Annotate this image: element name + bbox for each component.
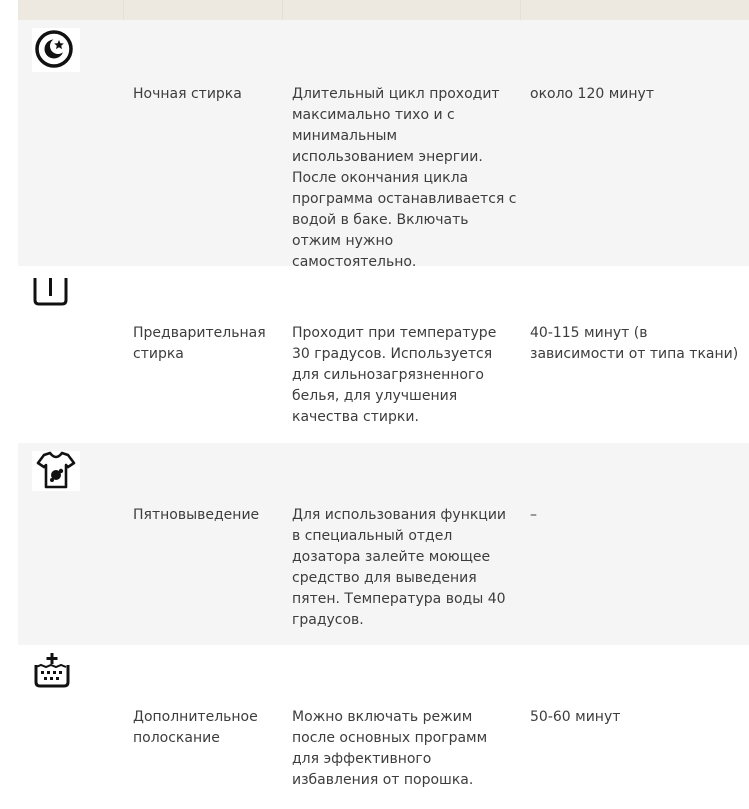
- header-separator: [123, 0, 124, 20]
- mode-description: Для использования функции в специальный отдел дозатора залейте моющее средство для выведения пятен. Температура воды 40 градусов.: [292, 507, 507, 628]
- table-row: [18, 20, 749, 270]
- mode-description: Проходит при температуре 30 градусов. Используется для сильнозагрязненного белья, для улучшения качества стирки.: [292, 325, 497, 425]
- table-row: [18, 645, 749, 809]
- header-separator: [520, 0, 521, 20]
- mode-description: Длительный цикл проходит максимально тихо и с минимальным использованием энергии. После окончания цикла программа останавливается с водой в баке. Включать отжим нужно самостоятельно.: [292, 86, 517, 270]
- table-row: [18, 266, 749, 443]
- mode-name: Предварительная стирка: [133, 325, 266, 362]
- table-row: [18, 443, 749, 645]
- mode-name: Дополнительное полоскание: [133, 709, 258, 746]
- washing-modes-table: [18, 0, 749, 809]
- extra-rinse-icon: [32, 651, 72, 691]
- table-header-row: [18, 0, 749, 20]
- mode-duration: 40-115 минут (в зависимости от типа ткани): [530, 325, 739, 362]
- night-wash-icon: [32, 28, 80, 72]
- mode-name: Пятновыведение: [133, 507, 260, 523]
- mode-duration: около 120 минут: [530, 86, 654, 102]
- mode-duration: 50-60 минут: [530, 709, 621, 725]
- mode-description: Можно включать режим после основных программ для эффективного избавления от порошка.: [292, 709, 488, 788]
- mode-duration: –: [530, 507, 537, 523]
- stain-removal-icon: [32, 451, 80, 491]
- mode-name: Ночная стирка: [133, 86, 242, 102]
- prewash-icon: [32, 276, 72, 306]
- header-separator: [282, 0, 283, 20]
